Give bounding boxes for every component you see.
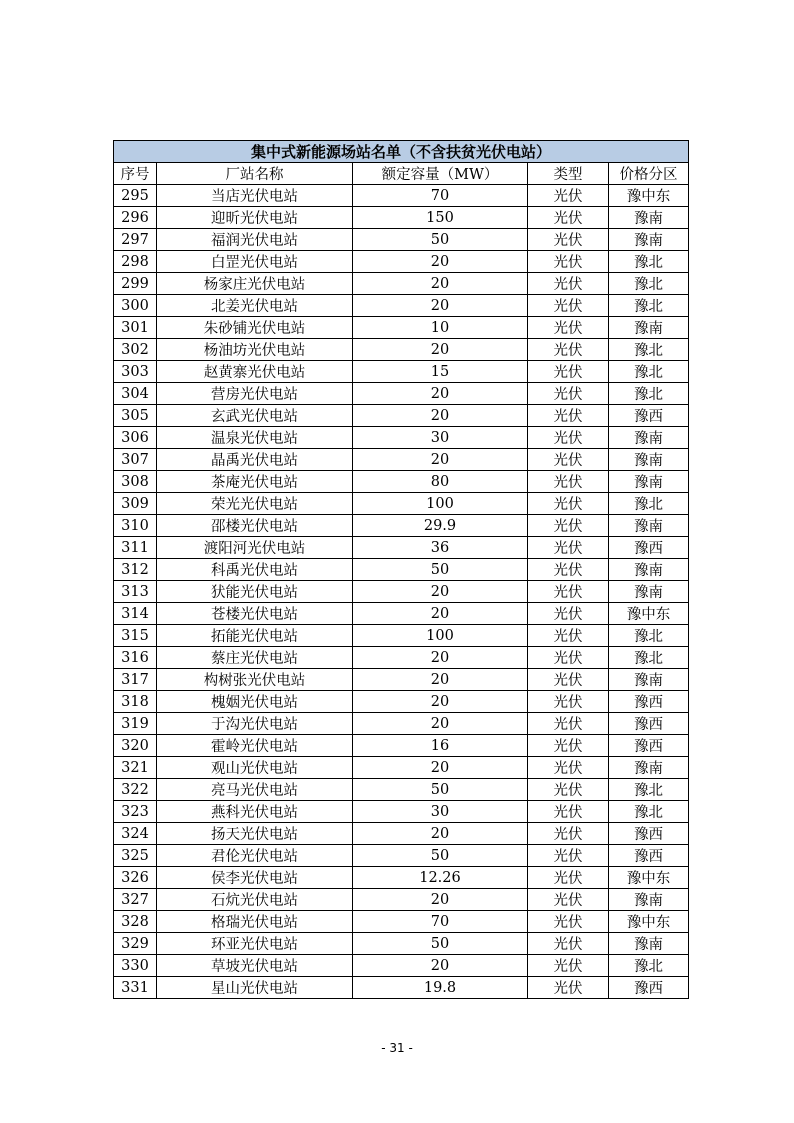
- table-row: [114, 889, 689, 911]
- cell-price-zone: 豫西: [609, 405, 689, 427]
- table-row: [114, 823, 689, 845]
- cell-index: 305: [114, 405, 157, 427]
- cell-type: 光伏: [528, 757, 609, 779]
- cell-station-name: 构树张光伏电站: [157, 669, 353, 691]
- table-row: [114, 471, 689, 493]
- cell-station-name: 燕科光伏电站: [157, 801, 353, 823]
- cell-capacity: 20: [353, 823, 528, 845]
- cell-price-zone: 豫北: [609, 295, 689, 317]
- cell-index: 302: [114, 339, 157, 361]
- cell-price-zone: 豫南: [609, 229, 689, 251]
- table-row: [114, 405, 689, 427]
- cell-station-name: 邵楼光伏电站: [157, 515, 353, 537]
- cell-index: 304: [114, 383, 157, 405]
- table-row: [114, 845, 689, 867]
- cell-price-zone: 豫南: [609, 317, 689, 339]
- cell-type: 光伏: [528, 295, 609, 317]
- cell-type: 光伏: [528, 537, 609, 559]
- cell-station-name: 荣光光伏电站: [157, 493, 353, 515]
- cell-station-name: 于沟光伏电站: [157, 713, 353, 735]
- cell-capacity: 36: [353, 537, 528, 559]
- cell-price-zone: 豫西: [609, 823, 689, 845]
- cell-index: 322: [114, 779, 157, 801]
- cell-capacity: 12.26: [353, 867, 528, 889]
- cell-capacity: 20: [353, 383, 528, 405]
- table-row: [114, 691, 689, 713]
- cell-capacity: 20: [353, 339, 528, 361]
- cell-station-name: 白罡光伏电站: [157, 251, 353, 273]
- cell-station-name: 当店光伏电站: [157, 185, 353, 207]
- cell-index: 307: [114, 449, 157, 471]
- cell-station-name: 科禹光伏电站: [157, 559, 353, 581]
- cell-price-zone: 豫西: [609, 735, 689, 757]
- cell-index: 318: [114, 691, 157, 713]
- cell-price-zone: 豫北: [609, 361, 689, 383]
- cell-station-name: 君伦光伏电站: [157, 845, 353, 867]
- cell-capacity: 20: [353, 449, 528, 471]
- cell-index: 329: [114, 933, 157, 955]
- table-row: [114, 273, 689, 295]
- cell-capacity: 150: [353, 207, 528, 229]
- table-row: [114, 493, 689, 515]
- cell-index: 325: [114, 845, 157, 867]
- cell-index: 298: [114, 251, 157, 273]
- table-row: [114, 867, 689, 889]
- cell-station-name: 杨家庄光伏电站: [157, 273, 353, 295]
- cell-capacity: 29.9: [353, 515, 528, 537]
- table-row: [114, 603, 689, 625]
- table-row: [114, 647, 689, 669]
- cell-type: 光伏: [528, 581, 609, 603]
- cell-index: 303: [114, 361, 157, 383]
- column-header-price-zone: 价格分区: [609, 163, 689, 185]
- table-row: [114, 361, 689, 383]
- table-row: [114, 295, 689, 317]
- cell-price-zone: 豫北: [609, 383, 689, 405]
- table-row: [114, 757, 689, 779]
- cell-type: 光伏: [528, 735, 609, 757]
- cell-station-name: 苍楼光伏电站: [157, 603, 353, 625]
- cell-index: 311: [114, 537, 157, 559]
- cell-capacity: 20: [353, 405, 528, 427]
- cell-index: 326: [114, 867, 157, 889]
- cell-type: 光伏: [528, 779, 609, 801]
- cell-type: 光伏: [528, 317, 609, 339]
- cell-capacity: 15: [353, 361, 528, 383]
- cell-price-zone: 豫南: [609, 559, 689, 581]
- cell-price-zone: 豫南: [609, 757, 689, 779]
- cell-capacity: 20: [353, 757, 528, 779]
- column-header-index: 序号: [114, 163, 157, 185]
- cell-type: 光伏: [528, 603, 609, 625]
- cell-index: 327: [114, 889, 157, 911]
- cell-type: 光伏: [528, 933, 609, 955]
- cell-index: 310: [114, 515, 157, 537]
- page-number: - 31 -: [381, 1041, 413, 1055]
- cell-capacity: 20: [353, 955, 528, 977]
- cell-type: 光伏: [528, 669, 609, 691]
- table-row: [114, 185, 689, 207]
- cell-price-zone: 豫南: [609, 427, 689, 449]
- cell-type: 光伏: [528, 625, 609, 647]
- cell-index: 312: [114, 559, 157, 581]
- cell-station-name: 环亚光伏电站: [157, 933, 353, 955]
- cell-index: 317: [114, 669, 157, 691]
- column-header-type: 类型: [528, 163, 609, 185]
- cell-capacity: 19.8: [353, 977, 528, 999]
- cell-index: 308: [114, 471, 157, 493]
- station-list-table: [113, 140, 689, 999]
- cell-station-name: 赵黄寨光伏电站: [157, 361, 353, 383]
- cell-price-zone: 豫南: [609, 449, 689, 471]
- cell-capacity: 20: [353, 273, 528, 295]
- cell-index: 297: [114, 229, 157, 251]
- cell-index: 320: [114, 735, 157, 757]
- cell-price-zone: 豫北: [609, 955, 689, 977]
- cell-price-zone: 豫中东: [609, 185, 689, 207]
- cell-price-zone: 豫北: [609, 273, 689, 295]
- cell-capacity: 20: [353, 669, 528, 691]
- table-row: [114, 933, 689, 955]
- cell-type: 光伏: [528, 647, 609, 669]
- cell-type: 光伏: [528, 339, 609, 361]
- cell-capacity: 70: [353, 911, 528, 933]
- cell-type: 光伏: [528, 845, 609, 867]
- cell-price-zone: 豫中东: [609, 911, 689, 933]
- cell-station-name: 杨油坊光伏电站: [157, 339, 353, 361]
- cell-station-name: 玄武光伏电站: [157, 405, 353, 427]
- cell-price-zone: 豫西: [609, 845, 689, 867]
- cell-price-zone: 豫西: [609, 977, 689, 999]
- cell-price-zone: 豫南: [609, 933, 689, 955]
- cell-station-name: 扬天光伏电站: [157, 823, 353, 845]
- table-row: [114, 339, 689, 361]
- cell-station-name: 草坡光伏电站: [157, 955, 353, 977]
- cell-type: 光伏: [528, 867, 609, 889]
- table-row: [114, 229, 689, 251]
- cell-type: 光伏: [528, 185, 609, 207]
- cell-capacity: 20: [353, 691, 528, 713]
- cell-price-zone: 豫南: [609, 669, 689, 691]
- table-row: [114, 317, 689, 339]
- cell-index: 300: [114, 295, 157, 317]
- table-row: [114, 251, 689, 273]
- cell-capacity: 20: [353, 581, 528, 603]
- cell-index: 313: [114, 581, 157, 603]
- cell-station-name: 北姜光伏电站: [157, 295, 353, 317]
- cell-price-zone: 豫北: [609, 251, 689, 273]
- cell-price-zone: 豫西: [609, 691, 689, 713]
- cell-station-name: 蔡庄光伏电站: [157, 647, 353, 669]
- cell-type: 光伏: [528, 889, 609, 911]
- cell-index: 295: [114, 185, 157, 207]
- cell-capacity: 20: [353, 647, 528, 669]
- cell-type: 光伏: [528, 691, 609, 713]
- cell-capacity: 50: [353, 933, 528, 955]
- cell-station-name: 霍岭光伏电站: [157, 735, 353, 757]
- cell-station-name: 拓能光伏电站: [157, 625, 353, 647]
- cell-price-zone: 豫南: [609, 889, 689, 911]
- cell-station-name: 犾能光伏电站: [157, 581, 353, 603]
- table-row: [114, 427, 689, 449]
- cell-index: 331: [114, 977, 157, 999]
- cell-index: 309: [114, 493, 157, 515]
- cell-type: 光伏: [528, 515, 609, 537]
- cell-type: 光伏: [528, 207, 609, 229]
- cell-capacity: 30: [353, 801, 528, 823]
- table-row: [114, 911, 689, 933]
- cell-capacity: 20: [353, 889, 528, 911]
- cell-price-zone: 豫北: [609, 801, 689, 823]
- cell-capacity: 50: [353, 845, 528, 867]
- cell-capacity: 20: [353, 603, 528, 625]
- cell-index: 315: [114, 625, 157, 647]
- table-row: [114, 537, 689, 559]
- cell-capacity: 10: [353, 317, 528, 339]
- cell-price-zone: 豫南: [609, 581, 689, 603]
- table-row: [114, 207, 689, 229]
- cell-price-zone: 豫西: [609, 713, 689, 735]
- table-row: [114, 669, 689, 691]
- table-row: [114, 779, 689, 801]
- cell-capacity: 100: [353, 493, 528, 515]
- table-header-row: [114, 163, 689, 185]
- cell-capacity: 50: [353, 229, 528, 251]
- cell-type: 光伏: [528, 493, 609, 515]
- column-header-station-name: 厂站名称: [157, 163, 353, 185]
- cell-station-name: 朱砂铺光伏电站: [157, 317, 353, 339]
- table-row: [114, 801, 689, 823]
- cell-capacity: 20: [353, 295, 528, 317]
- table-row: [114, 559, 689, 581]
- cell-price-zone: 豫南: [609, 207, 689, 229]
- cell-capacity: 70: [353, 185, 528, 207]
- cell-type: 光伏: [528, 273, 609, 295]
- cell-type: 光伏: [528, 801, 609, 823]
- cell-station-name: 观山光伏电站: [157, 757, 353, 779]
- cell-station-name: 侯李光伏电站: [157, 867, 353, 889]
- cell-type: 光伏: [528, 823, 609, 845]
- cell-station-name: 渡阳河光伏电站: [157, 537, 353, 559]
- column-header-capacity: 额定容量（MW）: [353, 163, 528, 185]
- cell-type: 光伏: [528, 713, 609, 735]
- cell-index: 299: [114, 273, 157, 295]
- cell-capacity: 80: [353, 471, 528, 493]
- cell-type: 光伏: [528, 955, 609, 977]
- cell-type: 光伏: [528, 559, 609, 581]
- cell-price-zone: 豫北: [609, 647, 689, 669]
- cell-type: 光伏: [528, 911, 609, 933]
- cell-type: 光伏: [528, 383, 609, 405]
- cell-type: 光伏: [528, 361, 609, 383]
- cell-index: 296: [114, 207, 157, 229]
- cell-station-name: 亮马光伏电站: [157, 779, 353, 801]
- cell-capacity: 30: [353, 427, 528, 449]
- cell-index: 319: [114, 713, 157, 735]
- cell-price-zone: 豫中东: [609, 867, 689, 889]
- cell-station-name: 槐姻光伏电站: [157, 691, 353, 713]
- cell-price-zone: 豫北: [609, 625, 689, 647]
- cell-station-name: 星山光伏电站: [157, 977, 353, 999]
- cell-index: 324: [114, 823, 157, 845]
- table-row: [114, 735, 689, 757]
- cell-type: 光伏: [528, 427, 609, 449]
- cell-station-name: 石炕光伏电站: [157, 889, 353, 911]
- table-title: 集中式新能源场站名单（不含扶贫光伏电站）: [114, 141, 689, 163]
- cell-price-zone: 豫北: [609, 779, 689, 801]
- cell-index: 321: [114, 757, 157, 779]
- cell-station-name: 迎昕光伏电站: [157, 207, 353, 229]
- table-body: [114, 185, 689, 999]
- cell-capacity: 50: [353, 559, 528, 581]
- table-title-row: [114, 141, 689, 163]
- cell-index: 314: [114, 603, 157, 625]
- cell-index: 316: [114, 647, 157, 669]
- cell-capacity: 20: [353, 251, 528, 273]
- cell-station-name: 格瑞光伏电站: [157, 911, 353, 933]
- cell-type: 光伏: [528, 251, 609, 273]
- table-row: [114, 625, 689, 647]
- cell-station-name: 福润光伏电站: [157, 229, 353, 251]
- cell-station-name: 温泉光伏电站: [157, 427, 353, 449]
- cell-type: 光伏: [528, 449, 609, 471]
- cell-capacity: 16: [353, 735, 528, 757]
- cell-type: 光伏: [528, 977, 609, 999]
- table-row: [114, 515, 689, 537]
- table-row: [114, 713, 689, 735]
- cell-price-zone: 豫北: [609, 339, 689, 361]
- cell-index: 323: [114, 801, 157, 823]
- cell-type: 光伏: [528, 405, 609, 427]
- cell-index: 301: [114, 317, 157, 339]
- cell-capacity: 20: [353, 713, 528, 735]
- cell-station-name: 晶禹光伏电站: [157, 449, 353, 471]
- table-row: [114, 977, 689, 999]
- cell-price-zone: 豫中东: [609, 603, 689, 625]
- cell-price-zone: 豫南: [609, 515, 689, 537]
- cell-index: 306: [114, 427, 157, 449]
- cell-capacity: 100: [353, 625, 528, 647]
- cell-price-zone: 豫西: [609, 537, 689, 559]
- table-row: [114, 955, 689, 977]
- cell-type: 光伏: [528, 471, 609, 493]
- cell-index: 328: [114, 911, 157, 933]
- table-row: [114, 383, 689, 405]
- cell-capacity: 50: [353, 779, 528, 801]
- cell-index: 330: [114, 955, 157, 977]
- cell-station-name: 茶庵光伏电站: [157, 471, 353, 493]
- cell-price-zone: 豫北: [609, 493, 689, 515]
- table-row: [114, 449, 689, 471]
- cell-price-zone: 豫南: [609, 471, 689, 493]
- cell-type: 光伏: [528, 229, 609, 251]
- table-row: [114, 581, 689, 603]
- cell-station-name: 营房光伏电站: [157, 383, 353, 405]
